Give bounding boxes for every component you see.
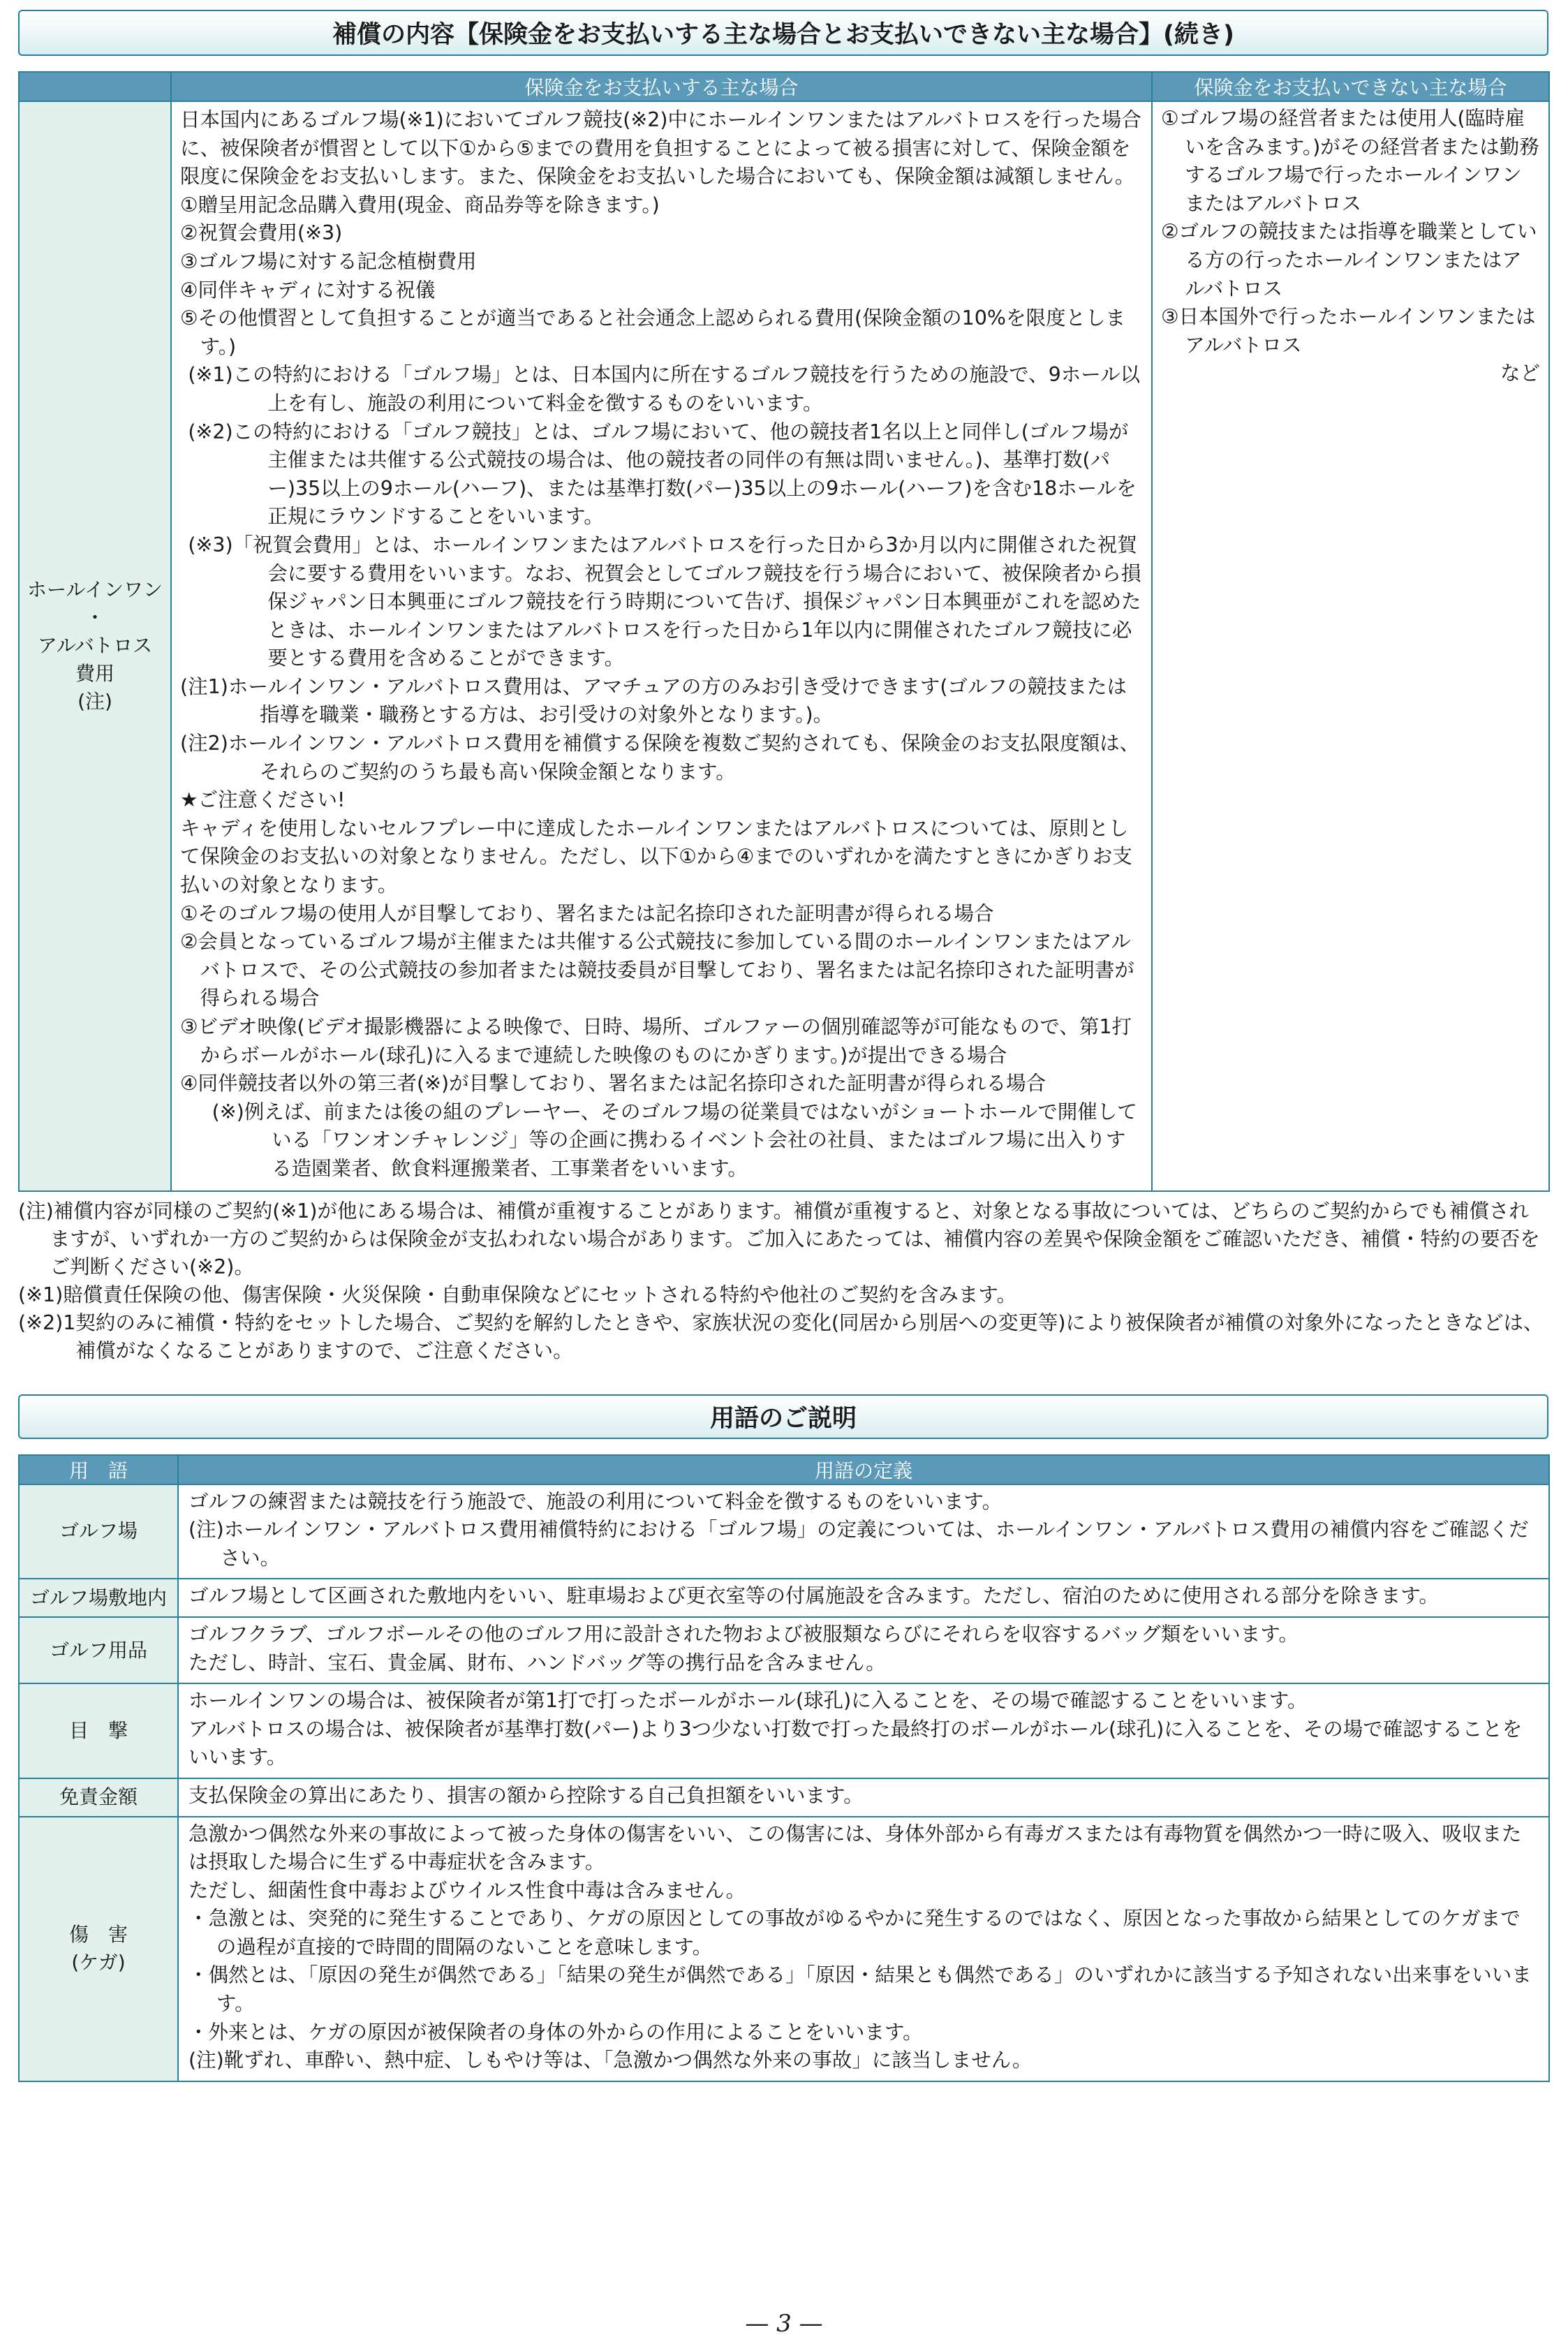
row-label-line: (注) — [77, 690, 112, 714]
definition-golf-course — [178, 1484, 1549, 1579]
header-nopay-cases: 保険金をお支払いできない主な場合 — [1152, 72, 1549, 101]
definition-line: ただし、時計、宝石、貴金属、財布、ハンドバッグ等の携行品を含みません。 — [188, 1651, 886, 1674]
term-injury — [19, 1817, 178, 2081]
page-number: — 3 — — [745, 2310, 823, 2338]
pay-item: ②祝賀会費用(※3) — [180, 221, 343, 245]
nopay-item: ②ゴルフの競技または指導を職業としている方の行ったホールインワンまたはアルバトロス — [1161, 220, 1537, 300]
nopay-item: ③日本国外で行ったホールインワンまたはアルバトロス — [1161, 305, 1536, 357]
section-title-coverage: 補償の内容【保険金をお支払いする主な場合とお支払いできない主な場合】(続き) — [18, 10, 1548, 56]
term-injury-sub: (ケガ) — [71, 1951, 126, 1975]
definition-golf-equipment — [178, 1617, 1549, 1683]
definition-witness — [178, 1683, 1549, 1778]
nopay-cases-cell — [1152, 101, 1549, 1191]
footnotes — [18, 1197, 1548, 1365]
header-pay-cases: 保険金をお支払いする主な場合 — [171, 72, 1152, 101]
header-definition: 用語の定義 — [178, 1455, 1549, 1484]
page — [18, 10, 1548, 2082]
nopay-suffix: など — [1500, 362, 1540, 385]
definition-golf-premises — [178, 1579, 1549, 1617]
definition-line: (注)ホールインワン・アルバトロス費用補償特約における「ゴルフ場」の定義については、ホールインワン・アルバトロス費用の補償内容をご確認ください。 — [188, 1518, 1529, 1570]
definition-bullet: ・偶然とは、「原因の発生が偶然である」「結果の発生が偶然である」「原因・結果とも偶然である」のいずれかに該当する予知されない出来事をいいます。 — [188, 1963, 1532, 2016]
row-label-line: アルバトロス — [37, 634, 153, 658]
term-witness: 目 撃 — [19, 1683, 178, 1778]
definition-bullet: ・急激とは、突発的に発生することであり、ケガの原因としての事故がゆるやかに発生するのではなく、原因となった事故から結果としてのケガまでの過程が直接的で時間的間隔のないことを意味します。 — [188, 1907, 1521, 1958]
row-label-line: ホールインワン — [27, 578, 163, 602]
caution-subnote: (※)例えば、前または後の組のプレーヤー、そのゴルフ場の従業員ではないがショートホールで開催している「ワンオンチャレンジ」等の企画に携わるイベント会社の社員、またはゴルフ場に出入りする造園業者、飲食料運搬業者、工事業者をいいます。 — [212, 1100, 1137, 1180]
footnote: (※1)賠償責任保険の他、傷害保険・火災保険・自動車保険などにセットされる特約や他社のご契約を含みます。 — [18, 1283, 1016, 1306]
term-deductible: 免責金額 — [19, 1778, 178, 1817]
pay-note: (※1)この特約における「ゴルフ場」とは、日本国内に所在するゴルフ競技を行うための施設で、9ホール以上を有し、施設の利用について料金を徴するものをいいます。 — [188, 363, 1141, 415]
term-golf-equipment: ゴルフ用品 — [19, 1617, 178, 1683]
section-title-terms: 用語のご説明 — [18, 1394, 1548, 1439]
definition-line: ただし、細菌性食中毒およびウイルス性食中毒は含みません。 — [188, 1878, 746, 1902]
pay-paragraph: 日本国内にあるゴルフ場(※1)においてゴルフ競技(※2)中にホールインワンまたはアルバトロスを行った場合に、被保険者が慣習として以下①から⑤までの費用を負担することによって被る損害に対して、保険金額を限度に保険金をお支払いします。また、保険金をお支払いした場合においても、保険金額は減額しません。 — [180, 108, 1141, 189]
caution-item: ③ビデオ映像(ビデオ撮影機器による映像で、日時、場所、ゴルファーの個別確認等が可能なもので、第1打からボールがホール(球孔)に入るまで連続した映像のものにかぎります。)が提出できる場合 — [180, 1015, 1132, 1067]
definition-deductible — [178, 1778, 1549, 1817]
caution-item: ②会員となっているゴルフ場が主催または共催する公式競技に参加している間のホールインワンまたはアルバトロスで、その公式競技の参加者または競技委員が目撃しており、署名または記名捺印された証明書が得られる場合 — [180, 930, 1134, 1010]
pay-note: (※3)「祝賀会費用」とは、ホールインワンまたはアルバトロスを行った日から3か月以内に開催された祝賀会に要する費用をいいます。なお、祝賀会としてゴルフ競技を行う場合において、被保険者から損保ジャパン日本興亜にゴルフ競技を行う時期について告げ、損保ジャパン日本興亜がこれを認めたときは、ホールインワンまたはアルバトロスを行った日から1年以内に開催されたゴルフ競技に必要とする費用を含めることができます。 — [188, 533, 1141, 670]
caution-item: ④同伴競技者以外の第三者(※)が目撃しており、署名または記名捺印された証明書が得られる場合 — [180, 1072, 1046, 1095]
definition-line: ゴルフの練習または競技を行う施設で、施設の利用について料金を徴するものをいいます。 — [188, 1489, 1003, 1513]
term-injury-main: 傷 害 — [68, 1923, 128, 1947]
pay-cases-cell — [171, 101, 1152, 1191]
row-label-line: ・ — [84, 606, 105, 630]
pay-item: ④同伴キャディに対する祝儀 — [180, 278, 436, 302]
definition-line: アルバトロスの場合は、被保険者が基準打数(パー)より3つ少ない打数で打った最終打のボールがホール(球孔)に入ることを、その場で確認することをいいます。 — [188, 1717, 1523, 1769]
header-empty — [19, 72, 171, 101]
pay-item: ③ゴルフ場に対する記念植樹費用 — [180, 249, 477, 273]
header-term: 用 語 — [19, 1455, 178, 1484]
term-golf-premises: ゴルフ場敷地内 — [19, 1579, 178, 1617]
definition-injury — [178, 1817, 1549, 2081]
row-label-line: 費用 — [75, 662, 114, 686]
row-label-holeinone — [19, 101, 171, 1191]
pay-item: ①贈呈用記念品購入費用(現金、商品券等を除きます。) — [180, 193, 660, 216]
pay-note: (※2)この特約における「ゴルフ競技」とは、ゴルフ場において、他の競技者1名以上と同伴し(ゴルフ場が主催または共催する公式競技の場合は、他の競技者の同伴の有無は問いません。)、基準打数(パー)35以上の9ホール(ハーフ)、または基準打数(パー)35以上の9ホール(ハーフ)を含む18ホールを正規にラウンドすることをいいます。 — [188, 420, 1137, 529]
nopay-suffix-line — [1161, 360, 1540, 388]
definition-line: 急激かつ偶然な外来の事故によって被った身体の傷害をいい、この傷害には、身体外部から有毒ガスまたは有毒物質を偶然かつ一時に吸入、吸収または摂取した場合に生ずる中毒症状を含みます。 — [188, 1822, 1522, 1874]
definition-line: (注)靴ずれ、車酔い、熱中症、しもやけ等は、「急激かつ偶然な外来の事故」に該当しません。 — [188, 2049, 1033, 2072]
pay-note: (注1)ホールインワン・アルバトロス費用は、アマチュアの方のみお引き受けできます(ゴルフの競技または指導を職業・職務とする方は、お引受けの対象外となります。)。 — [180, 674, 1127, 727]
nopay-item: ①ゴルフ場の経営者または使用人(臨時雇いを含みます。)がその経営者または勤務するゴルフ場で行ったホールインワンまたはアルバトロス — [1161, 107, 1539, 215]
definition-bullet: ・外来とは、ケガの原因が被保険者の身体の外からの作用によることをいいます。 — [188, 2020, 923, 2044]
definition-line: 支払保険金の算出にあたり、損害の額から控除する自己負担額をいいます。 — [188, 1783, 864, 1807]
definition-line: ゴルフクラブ、ゴルフボールその他のゴルフ用に設計された物および被服類ならびにそれらを収容するバッグ類をいいます。 — [188, 1622, 1299, 1646]
definition-line: ホールインワンの場合は、被保険者が第1打で打ったボールがホール(球孔)に入ることを、その場で確認することをいいます。 — [188, 1689, 1308, 1713]
terms-table — [18, 1454, 1550, 2082]
pay-item: ⑤その他慣習として負担することが適当であると社会通念上認められる費用(保険金額の10%を限度とします。) — [180, 307, 1126, 358]
caution-item: ①そのゴルフ場の使用人が目撃しており、署名または記名捺印された証明書が得られる場合 — [180, 901, 994, 925]
coverage-table — [18, 71, 1550, 1192]
term-golf-course: ゴルフ場 — [19, 1484, 178, 1579]
definition-line: ゴルフ場として区画された敷地内をいい、駐車場および更衣室等の付属施設を含みます。ただし、宿泊のために使用される部分を除きます。 — [188, 1584, 1439, 1608]
caution-text: キャディを使用しないセルフプレー中に達成したホールインワンまたはアルバトロスについては、原則として保険金のお支払いの対象となりません。ただし、以下①から④までのいずれかを満たすときにかぎりお支払いの対象となります。 — [180, 816, 1132, 897]
pay-note: (注2)ホールインワン・アルバトロス費用を補償する保険を複数ご契約されても、保険金のお支払限度額は、それらのご契約のうち最も高い保険金額となります。 — [180, 732, 1140, 783]
caution-heading: ★ご注意ください! — [180, 788, 346, 812]
footnote: (※2)1契約のみに補償・特約をセットした場合、ご契約を解約したときや、家族状況の変化(同居から別居への変更等)により被保険者が補償の対象外になったときなどは、補償がなくなることがありますので、ご注意ください。 — [18, 1311, 1544, 1362]
footnote: (注)補償内容が同様のご契約(※1)が他にある場合は、補償が重複することがあります。補償が重複すると、対象となる事故については、どちらのご契約からでも補償されますが、いずれか一方のご契約からは保険金が支払われない場合があります。ご加入にあたっては、補償内容の差異や保険金額をご確認いただき、補償・特約の要否をご判断ください(※2)。 — [18, 1199, 1540, 1278]
